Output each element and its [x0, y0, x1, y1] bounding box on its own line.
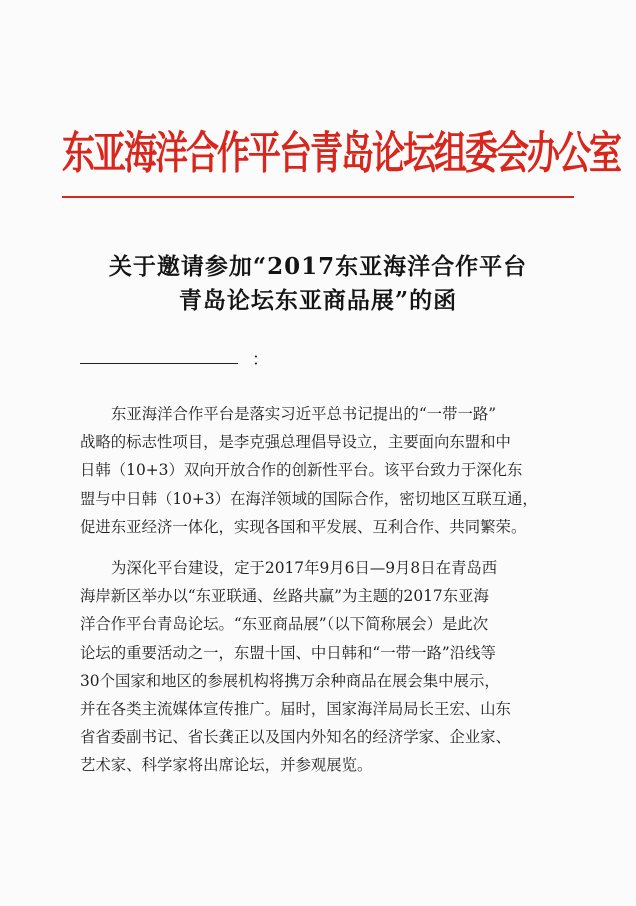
- paragraph-line: 盟与中日韩（10+3）在海洋领域的国际合作，密切地区互联互通，: [80, 489, 538, 508]
- letterhead-red-rule: [62, 196, 574, 198]
- recipient-blank-line: [80, 363, 238, 364]
- paragraph-2: [80, 554, 558, 780]
- salutation: [80, 343, 280, 370]
- paragraph-line: 海岸新区举办以“东亚联通、丝路共赢”为主题的2017东亚海: [80, 587, 489, 606]
- paragraph-line: 为深化平台建设，定于2017年9月6日—9月8日在青岛西: [111, 559, 498, 577]
- paragraph-line: 省省委副书记、省长龚正以及国内外知名的经济学家、企业家、: [80, 728, 511, 747]
- paragraph-line: 东亚海洋合作平台是落实习近平总书记提出的“一带一路”: [111, 405, 497, 423]
- paragraph-1: [80, 400, 558, 541]
- paragraph-line: 并在各类主流媒体宣传推广。届时，国家海洋局局长王宏、山东: [80, 700, 511, 719]
- paragraph-line: 日韩（10+3）双向开放合作的创新性平台。该平台致力于深化东: [80, 461, 523, 480]
- salutation-colon: ：: [252, 350, 269, 370]
- paragraph-line: 促进东亚经济一体化，实现各国和平发展、互利合作、共同繁荣。: [80, 517, 527, 536]
- paragraph-line: 论坛的重要活动之一，东盟十国、中日韩和“一带一路”沿线等: [80, 643, 496, 662]
- letterhead-org-name: 东亚海洋合作平台青岛论坛组委会办公室: [62, 126, 620, 179]
- document-title-line-2: 青岛论坛东亚商品展”的函: [178, 287, 458, 314]
- paragraph-line: 洋合作平台青岛论坛。“东亚商品展”（以下简称展会）是此次: [80, 615, 489, 634]
- paragraph-line: 艺术家、科学家将出席论坛，并参观展览。: [80, 756, 373, 775]
- paragraph-line: 战略的标志性项目，是李克强总理倡导设立，主要面向东盟和中: [80, 433, 511, 452]
- paragraph-line: 30个国家和地区的参展机构将携万余种商品在展会集中展示，: [80, 671, 500, 690]
- document-title-line-1: 关于邀请参加“2017东亚海洋合作平台: [108, 253, 528, 280]
